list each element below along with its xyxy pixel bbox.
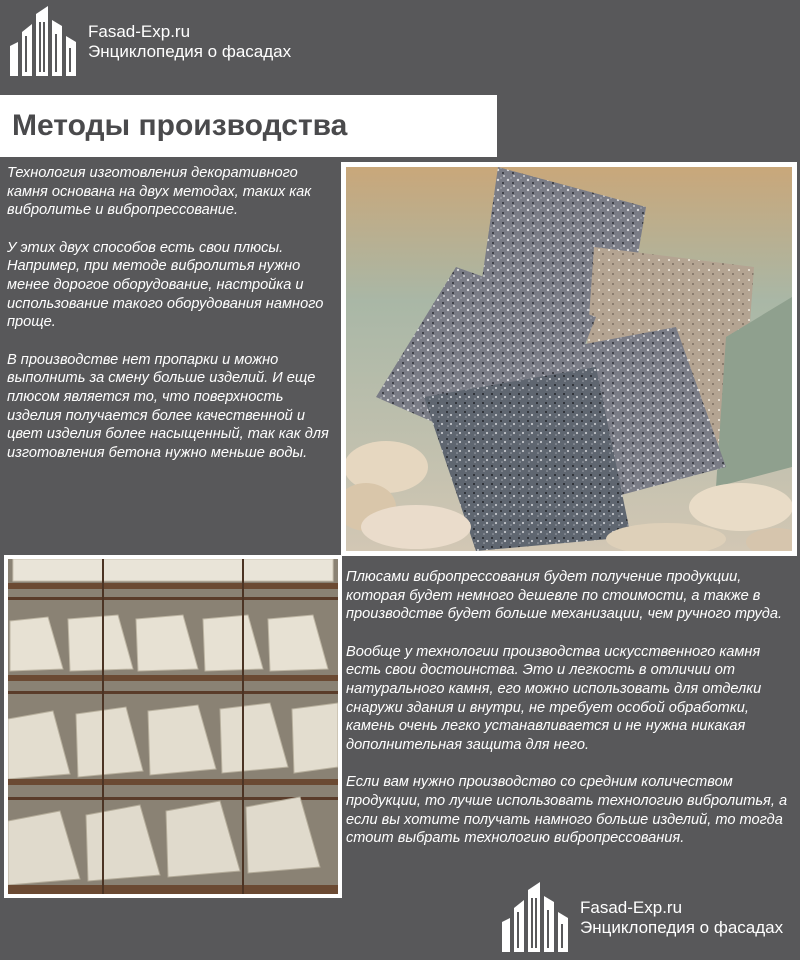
title-bar bbox=[0, 95, 497, 157]
right-text-column bbox=[346, 568, 798, 867]
brand-name: Fasad-Exp.ru bbox=[88, 22, 191, 42]
stone-samples-illustration bbox=[346, 167, 792, 551]
brand-subtitle: Энциклопедия о фасадах bbox=[580, 918, 784, 937]
stone-samples-photo bbox=[341, 162, 797, 556]
paragraph: Технология изготовления декоративного камня основана на двух методах, таких как вибролитье и вибропрессование. bbox=[7, 165, 312, 219]
footer-logo[interactable] bbox=[500, 882, 783, 954]
brand-subtitle: Энциклопедия о фасадах bbox=[88, 42, 292, 61]
buildings-logo-icon bbox=[500, 882, 572, 954]
paragraph: Если вам нужно производство со средним количеством продукции, то лучше использовать технологию вибролитья, а если вы хотите получать намного больше изделий, то тогда стоит выбрать технологию вибропрессования. bbox=[346, 774, 788, 847]
left-text-column bbox=[7, 164, 337, 481]
paragraph: В производстве нет пропарки и можно выполнить за смену больше изделий. И еще плюсом является то, что поверхность изделия получается более качественной и цвет изделия более насыщенный, так как для изготовления бетона нужно меньше воды. bbox=[7, 351, 329, 461]
brand-name: Fasad-Exp.ru bbox=[580, 898, 683, 918]
buildings-logo-icon bbox=[8, 6, 80, 78]
header-logo[interactable] bbox=[8, 6, 291, 78]
paragraph: Плюсами вибропрессования будет получение продукции, которая будет немного дешевле по стоимости, а также в производстве будет больше механизации, чем ручного труда. bbox=[346, 569, 783, 623]
production-rack-photo bbox=[4, 555, 342, 898]
production-rack-illustration bbox=[8, 559, 338, 894]
page-title: Методы производства bbox=[12, 109, 348, 142]
paragraph: У этих двух способов есть свои плюсы. Например, при методе вибролитья нужно менее дорогое оборудование, настройка и использование такого оборудования намного проще. bbox=[7, 239, 324, 331]
paragraph: Вообще у технологии производства искусственного камня есть свои достоинства. Это и легкость в отличии от натурального камня, его можно использовать для отделки снаружи здания и внутри, не требует особой обработки, камень очень легко устанавливается и не нужна никакая дополнительная защита для него. bbox=[346, 643, 762, 753]
